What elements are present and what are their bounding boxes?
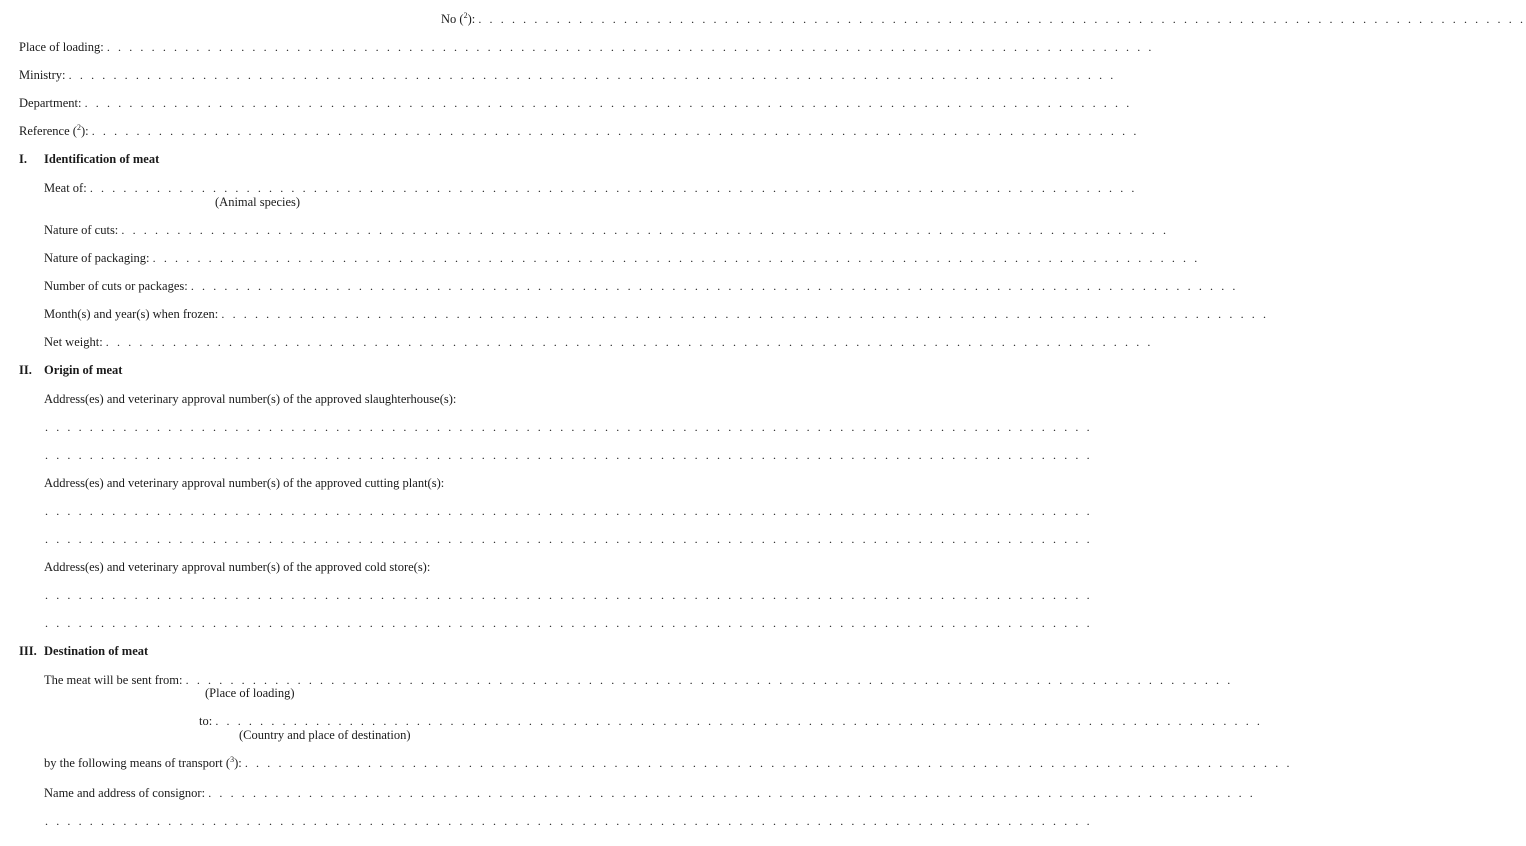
destination-row bbox=[199, 714, 1263, 729]
reference-label-suffix: ): bbox=[80, 124, 89, 138]
to-label: to: bbox=[199, 714, 213, 728]
section-3-number: III. bbox=[19, 644, 37, 658]
net-weight-row bbox=[44, 335, 1153, 350]
place-of-loading-row bbox=[19, 40, 1155, 55]
month-year-label: Month(s) and year(s) when frozen: bbox=[44, 307, 219, 321]
number-of-cuts-field[interactable]: . . . . . . . . . . . . . . . . . . . . . . . . . . . . . . . . . . . . . . . . . . . . . . . . . . . . . . . . . . . . . . . . . . . . . . . . . . . . . . . . . . . . . . . . . . . . . . bbox=[190, 279, 1239, 293]
sent-from-label: The meat will be sent from: bbox=[44, 673, 183, 687]
cold-store-field-line-1[interactable]: . . . . . . . . . . . . . . . . . . . . . . . . . . . . . . . . . . . . . . . . . . . . . . . . . . . . . . . . . . . . . . . . . . . . . . . . . . . . . . . . . . . . . . . . . . . . . . bbox=[45, 588, 1093, 602]
department-field[interactable]: . . . . . . . . . . . . . . . . . . . . . . . . . . . . . . . . . . . . . . . . . . . . . . . . . . . . . . . . . . . . . . . . . . . . . . . . . . . . . . . . . . . . . . . . . . . . . . bbox=[84, 96, 1132, 110]
consignor-label: Name and address of consignor: bbox=[44, 786, 206, 800]
section-2-title: Origin of meat bbox=[44, 363, 123, 377]
department-label: Department: bbox=[19, 96, 82, 110]
section-3-title: Destination of meat bbox=[44, 644, 149, 658]
nature-of-cuts-label: Nature of cuts: bbox=[44, 223, 119, 237]
place-of-loading-field[interactable]: . . . . . . . . . . . . . . . . . . . . . . . . . . . . . . . . . . . . . . . . . . . . . . . . . . . . . . . . . . . . . . . . . . . . . . . . . . . . . . . . . . . . . . . . . . . . . . bbox=[106, 40, 1155, 54]
place-of-loading-label: Place of loading: bbox=[19, 40, 104, 54]
ministry-field[interactable]: . . . . . . . . . . . . . . . . . . . . . . . . . . . . . . . . . . . . . . . . . . . . . . . . . . . . . . . . . . . . . . . . . . . . . . . . . . . . . . . . . . . . . . . . . . . . . . bbox=[68, 68, 1116, 82]
meat-of-row bbox=[44, 181, 1138, 196]
cold-store-field-line-2[interactable]: . . . . . . . . . . . . . . . . . . . . . . . . . . . . . . . . . . . . . . . . . . . . . . . . . . . . . . . . . . . . . . . . . . . . . . . . . . . . . . . . . . . . . . . . . . . . . . bbox=[45, 616, 1093, 630]
number-field[interactable]: . . . . . . . . . . . . . . . . . . . . . . . . . . . . . . . . . . . . . . . . . . . . . . . . . . . . . . . . . . . . . . . . . . . . . . . . . . . . . . . . . . . . . . . . . . . . . . bbox=[478, 12, 1526, 26]
net-weight-label: Net weight: bbox=[44, 335, 103, 349]
number-label: No ( bbox=[441, 12, 464, 26]
certificate-number bbox=[441, 10, 1526, 27]
reference-field[interactable]: . . . . . . . . . . . . . . . . . . . . . . . . . . . . . . . . . . . . . . . . . . . . . . . . . . . . . . . . . . . . . . . . . . . . . . . . . . . . . . . . . . . . . . . . . . . . . . bbox=[91, 124, 1139, 138]
transport-label-suffix: ): bbox=[234, 756, 242, 770]
slaughterhouse-label: Address(es) and veterinary approval number(s) of the approved slaughterhouse(s): bbox=[44, 392, 457, 406]
consignor-field-line-2[interactable]: . . . . . . . . . . . . . . . . . . . . . . . . . . . . . . . . . . . . . . . . . . . . . . . . . . . . . . . . . . . . . . . . . . . . . . . . . . . . . . . . . . . . . . . . . . . . . . bbox=[45, 814, 1093, 828]
nature-of-packaging-label: Nature of packaging: bbox=[44, 251, 150, 265]
consignor-row bbox=[44, 786, 1256, 801]
month-year-field[interactable]: . . . . . . . . . . . . . . . . . . . . . . . . . . . . . . . . . . . . . . . . . . . . . . . . . . . . . . . . . . . . . . . . . . . . . . . . . . . . . . . . . . . . . . . . . . . . . . bbox=[221, 307, 1269, 321]
footnote-ref: 3 bbox=[230, 754, 235, 764]
nature-of-packaging-row bbox=[44, 251, 1200, 266]
slaughterhouse-field-line-1[interactable]: . . . . . . . . . . . . . . . . . . . . . . . . . . . . . . . . . . . . . . . . . . . . . . . . . . . . . . . . . . . . . . . . . . . . . . . . . . . . . . . . . . . . . . . . . . . . . . bbox=[45, 420, 1093, 434]
reference-label: Reference ( bbox=[19, 124, 77, 138]
ministry-row bbox=[19, 68, 1116, 83]
section-1-title: Identification of meat bbox=[44, 152, 160, 166]
section-1-number: I. bbox=[19, 152, 27, 166]
cutting-plant-label: Address(es) and veterinary approval number(s) of the approved cutting plant(s): bbox=[44, 476, 445, 490]
number-label-suffix: ): bbox=[467, 12, 476, 26]
place-of-loading-caption: (Place of loading) bbox=[205, 686, 295, 700]
department-row bbox=[19, 96, 1132, 111]
cold-store-label: Address(es) and veterinary approval number(s) of the approved cold store(s): bbox=[44, 560, 431, 574]
meat-of-field[interactable]: . . . . . . . . . . . . . . . . . . . . . . . . . . . . . . . . . . . . . . . . . . . . . . . . . . . . . . . . . . . . . . . . . . . . . . . . . . . . . . . . . . . . . . . . . . . . . . bbox=[89, 181, 1138, 195]
footnote-ref: 2 bbox=[76, 122, 81, 132]
cutting-plant-field-line-1[interactable]: . . . . . . . . . . . . . . . . . . . . . . . . . . . . . . . . . . . . . . . . . . . . . . . . . . . . . . . . . . . . . . . . . . . . . . . . . . . . . . . . . . . . . . . . . . . . . . bbox=[45, 504, 1093, 518]
number-of-cuts-label: Number of cuts or packages: bbox=[44, 279, 188, 293]
destination-field[interactable]: . . . . . . . . . . . . . . . . . . . . . . . . . . . . . . . . . . . . . . . . . . . . . . . . . . . . . . . . . . . . . . . . . . . . . . . . . . . . . . . . . . . . . . . . . . . . . . bbox=[215, 714, 1263, 728]
net-weight-field[interactable]: . . . . . . . . . . . . . . . . . . . . . . . . . . . . . . . . . . . . . . . . . . . . . . . . . . . . . . . . . . . . . . . . . . . . . . . . . . . . . . . . . . . . . . . . . . . . . . bbox=[105, 335, 1153, 349]
ministry-label: Ministry: bbox=[19, 68, 66, 82]
transport-row bbox=[44, 754, 1293, 771]
cutting-plant-field-line-2[interactable]: . . . . . . . . . . . . . . . . . . . . . . . . . . . . . . . . . . . . . . . . . . . . . . . . . . . . . . . . . . . . . . . . . . . . . . . . . . . . . . . . . . . . . . . . . . . . . . bbox=[45, 532, 1093, 546]
transport-label: by the following means of transport ( bbox=[44, 756, 231, 770]
nature-of-cuts-row bbox=[44, 223, 1169, 238]
section-2-number: II. bbox=[19, 363, 32, 377]
reference-row bbox=[19, 122, 1139, 139]
animal-species-caption: (Animal species) bbox=[215, 195, 301, 209]
nature-of-packaging-field[interactable]: . . . . . . . . . . . . . . . . . . . . . . . . . . . . . . . . . . . . . . . . . . . . . . . . . . . . . . . . . . . . . . . . . . . . . . . . . . . . . . . . . . . . . . . . . . . . . . bbox=[152, 251, 1200, 265]
transport-field[interactable]: . . . . . . . . . . . . . . . . . . . . . . . . . . . . . . . . . . . . . . . . . . . . . . . . . . . . . . . . . . . . . . . . . . . . . . . . . . . . . . . . . . . . . . . . . . . . . . bbox=[244, 756, 1293, 770]
slaughterhouse-field-line-2[interactable]: . . . . . . . . . . . . . . . . . . . . . . . . . . . . . . . . . . . . . . . . . . . . . . . . . . . . . . . . . . . . . . . . . . . . . . . . . . . . . . . . . . . . . . . . . . . . . . bbox=[45, 448, 1093, 462]
month-year-row bbox=[44, 307, 1269, 322]
nature-of-cuts-field[interactable]: . . . . . . . . . . . . . . . . . . . . . . . . . . . . . . . . . . . . . . . . . . . . . . . . . . . . . . . . . . . . . . . . . . . . . . . . . . . . . . . . . . . . . . . . . . . . . . bbox=[121, 223, 1169, 237]
sent-from-field[interactable]: . . . . . . . . . . . . . . . . . . . . . . . . . . . . . . . . . . . . . . . . . . . . . . . . . . . . . . . . . . . . . . . . . . . . . . . . . . . . . . . . . . . . . . . . . . . . . . bbox=[185, 673, 1233, 687]
number-of-cuts-row bbox=[44, 279, 1239, 294]
meat-of-label: Meat of: bbox=[44, 181, 87, 195]
consignor-field[interactable]: . . . . . . . . . . . . . . . . . . . . . . . . . . . . . . . . . . . . . . . . . . . . . . . . . . . . . . . . . . . . . . . . . . . . . . . . . . . . . . . . . . . . . . . . . . . . . . bbox=[208, 786, 1256, 800]
footnote-ref: 2 bbox=[463, 10, 468, 20]
country-destination-caption: (Country and place of destination) bbox=[239, 728, 411, 742]
